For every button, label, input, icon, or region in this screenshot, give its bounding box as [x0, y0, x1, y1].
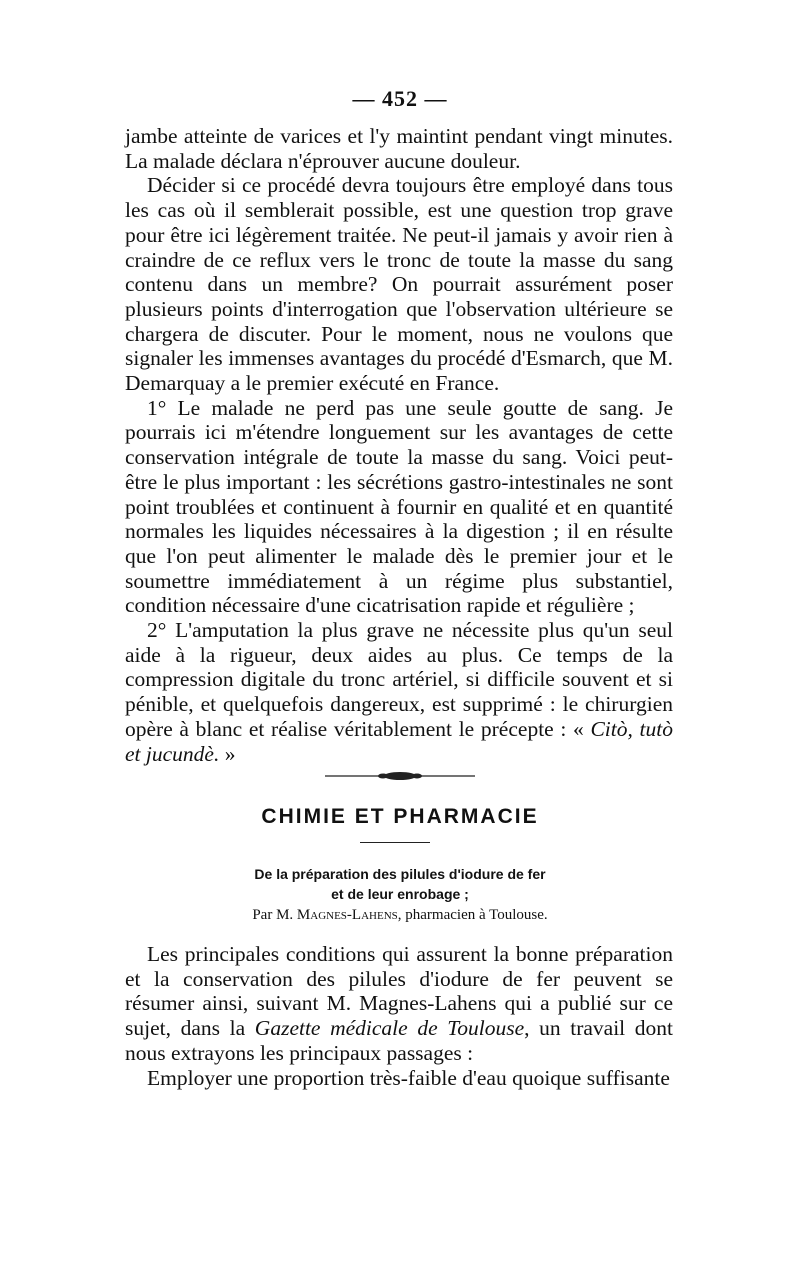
article-paragraph-1-end: , un travail dont nous extrayons les principaux passages :: [125, 1016, 673, 1065]
journal-name: Gazette médicale de Toulouse: [254, 1016, 525, 1041]
byline-author: Magnes-Lahens: [296, 907, 398, 923]
paragraph-1: jambe atteinte de varices et l'y maintint pendant vingt minutes. La malade déclara n'éprouver aucune douleur.: [125, 124, 673, 173]
paragraph-4-end: »: [219, 741, 236, 766]
byline-suffix: , pharmacien à Toulouse.: [397, 907, 548, 923]
paragraph-4-text: 2° L'amputation la plus grave ne nécessite plus qu'un seul aide à la rigueur, deux aides au plus. Ce temps de la compression digitale du tronc artériel, si difficile souvent et si pénible, et quelquefois dangereux, est supprimé : le chirurgien opère à blanc et réalise véritablement le précepte : «: [125, 618, 673, 741]
article-paragraph-1: [125, 942, 673, 1066]
ornamental-rule: [325, 771, 475, 781]
section-title: CHIMIE ET PHARMACIE: [261, 805, 539, 828]
body-text-top: [125, 124, 673, 766]
latin-quote: Citò, tutò et jucundè.: [125, 716, 673, 766]
paragraph-4: [125, 618, 673, 766]
body-text-article: [125, 942, 673, 1090]
byline: [150, 907, 650, 924]
page-number: — 452 —: [352, 86, 448, 111]
byline-prefix: Par M.: [252, 907, 297, 923]
paragraph-3: 1° Le malade ne perd pas une seule goutte de sang. Je pourrais ici m'étendre longuement sur les avantages de cette conservation intégrale de toute la masse du sang. Voici peut-être le plus important : les sécrétions gastro-intestinales ne sont point troublées et continuent à fournir en qualité et en quantité normales les liquides nécessaires à la digestion ; il en résulte que l'on peut alimenter le malade dès le premier jour et le soumettre immédiatement à un régime plus substantiel, condition nécessaire d'une cicatrisation rapide et régulière ;: [125, 395, 673, 618]
article-title-line-1: De la préparation des pilules d'iodure de fer: [254, 866, 546, 882]
article-paragraph-2: Employer une proportion très-faible d'eau quoique suffisante: [147, 1065, 670, 1090]
article-paragraph-1-start: Les principales conditions qui assurent la bonne préparation et la conservation des pilules d'iodure de fer peuvent se résumer ainsi, suivant M. Magnes-Lahens qui a publié sur ce sujet, dans la: [125, 942, 673, 1041]
title-rule: [360, 842, 430, 843]
article-title-line-2: et de leur enrobage ;: [331, 886, 469, 902]
paragraph-2: Décider si ce procédé devra toujours être employé dans tous les cas où il semblerait possible, est une question trop grave pour être ici légèrement traitée. Ne peut-il jamais y avoir rien à craindre de ce reflux vers le tronc de toute la masse du sang contenu dans un membre? On pourrait assurément poser plusieurs points d'interrogation que l'observation ultérieure se chargera de discuter. Pour le moment, nous ne voulons que signaler les immenses avantages du procédé d'Esmarch, que M. Demarquay a le premier exécuté en France.: [125, 173, 673, 396]
